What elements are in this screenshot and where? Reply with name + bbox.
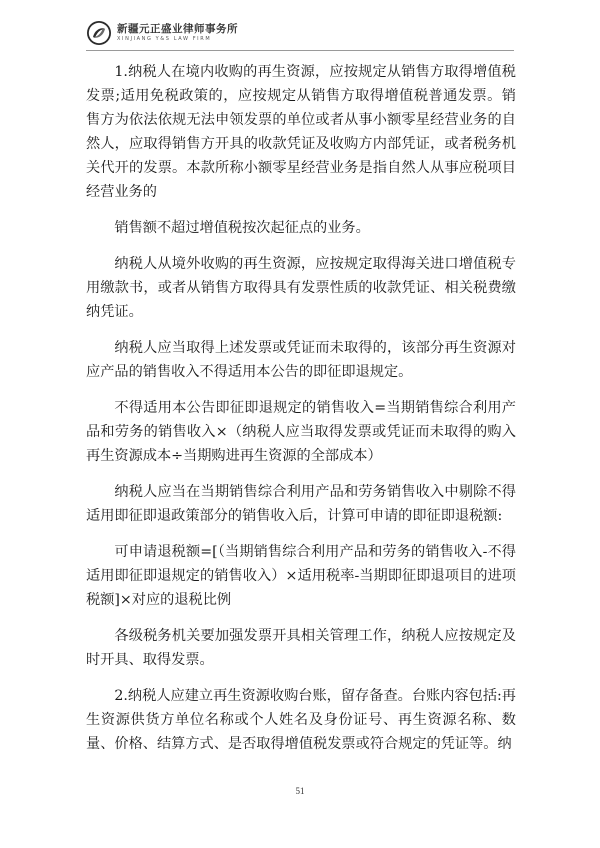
paragraph-item-6: 各级税务机关要加强发票开具相关管理工作，纳税人应按规定及时开具、取得发票。 — [86, 628, 516, 668]
paragraph-item-7: 2.纳税人应建立再生资源收购台账，留存备查。台账内容包括:再生资源供货方单位名称或个人姓名及身份证号、再生资源名称、数量、价格、结算方式、是否取得增值税发票或符合规定的凭证等。纳 — [86, 688, 516, 752]
document-body — [86, 60, 516, 768]
paragraph-item-5: 纳税人应当在当期销售综合利用产品和劳务销售收入中剔除不得适用即征即退政策部分的销售收入后，计算可申请的即征即退税额: — [86, 484, 516, 524]
page-number: 51 — [295, 786, 305, 796]
firm-logo-icon — [86, 20, 112, 46]
firm-name-cn: 新疆元正盛业律师事务所 — [117, 23, 238, 36]
paragraph-item-3: 纳税人从境外收购的再生资源，应按规定取得海关进口增值税专用缴款书，或者从销售方取得具有发票性质的收款凭证、相关税费缴纳凭证。 — [86, 256, 516, 320]
paragraph-formula-2: 可申请退税额=[（当期销售综合利用产品和劳务的销售收入-不得适用即征即退规定的销售收入）×适用税率-当期即征即退项目的进项税额]×对应的退税比例 — [86, 544, 516, 608]
firm-name-en: XINJIANG Y&S LAW FIRM — [117, 35, 212, 42]
paragraph-item-1: 1.纳税人在境内收购的再生资源，应按规定从销售方取得增值税发票;适用免税政策的，应按规定从销售方取得增值税普通发票。销售方为依法依规无法申领发票的单位或者从事小额零星经营业务的自然人，应取得销售方开具的收款凭证及收购方内部凭证，或者税务机关代开的发票。本款所称小额零星经营业务是指自然人从事应税项目经营业务的 — [86, 64, 516, 200]
firm-name-block — [117, 24, 238, 42]
paragraph-item-2: 销售额不超过增值税按次起征点的业务。 — [114, 220, 370, 236]
paragraph-item-4: 纳税人应当取得上述发票或凭证而未取得的，该部分再生资源对应产品的销售收入不得适用本公告的即征即退规定。 — [86, 340, 516, 380]
paragraph-formula-1: 不得适用本公告即征即退规定的销售收入=当期销售综合利用产品和劳务的销售收入×（纳税人应当取得发票或凭证而未取得的购入再生资源成本÷当期购进再生资源的全部成本） — [86, 400, 516, 464]
page-header — [86, 20, 238, 46]
header-divider — [86, 50, 514, 51]
